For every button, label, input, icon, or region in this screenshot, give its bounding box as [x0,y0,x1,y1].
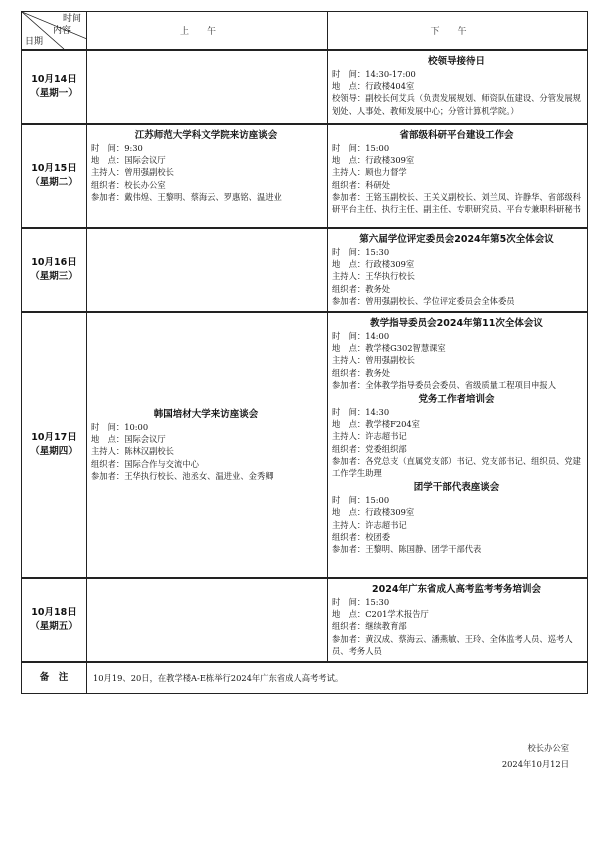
event-line: 时 间：10:00 [91,422,149,432]
event-line: 时 间：14:30-17:00 [332,69,416,79]
event-line: 时 间：14:00 [332,331,390,342]
issuer: 校长办公室 [527,743,569,753]
cell-content [87,404,327,486]
event-line: 参加者：全体教学指导委员会委员、省级质量工程项目申报人 [332,379,557,390]
cell-content [87,229,327,235]
event-line: 时 间：15:30 [332,597,390,608]
event-line: 主持人：许志超书记 [332,431,407,442]
event-line: 时 间：9:30 [91,143,143,153]
event [332,481,581,555]
day-row [22,228,588,312]
day-cell [22,124,87,228]
am-cell [87,124,328,228]
event-line: 组织者：教务处 [332,367,391,378]
event-line: 参加者：各党总支（直属党支部）书记、党支部书记、组织员、党建工作学生助理 [332,455,581,479]
day-weekday: （星期一） [30,88,78,99]
event-line: 主持人：曾用强副校长 [332,355,415,366]
event-line: 地 点：C201学术报告厅 [332,609,429,620]
event [332,55,581,117]
day-cell [22,50,87,124]
day-date: 10月18日 [31,607,77,619]
event-title: 教学指导委员会2024年第11次全体会议 [370,318,543,330]
event-line: 地 点：国际会议厅 [91,434,166,445]
day-date: 10月17日 [31,432,77,444]
header-pm: 下午 [328,12,588,51]
event-line: 参加者：王黎明、陈国静、团学干部代表 [332,544,482,555]
event-line: 地 点：教学楼F204室 [332,419,420,430]
event [332,317,581,391]
event-title: 省部级科研平台建设工作会 [399,130,514,141]
am-cell [87,578,328,662]
day-date: 10月14日 [31,74,77,85]
event-title: 第六届学位评定委员会2024年第5次全体会议 [359,234,554,245]
event-title: 校领导接待日 [427,56,485,67]
event-line: 组织者：校团委 [332,531,391,542]
day-row [22,578,588,662]
event-line: 参加者：王华执行校长、池丞女、温进业、金秀卿 [91,470,274,481]
am-cell [87,312,328,578]
event-line: 组织者：校长办公室 [91,179,166,190]
pm-cell [328,578,588,662]
event-line: 时 间：15:30 [332,247,390,257]
schedule-table [21,11,588,694]
cell-content [328,313,587,559]
event-title: 江苏师范大学科文学院来访座谈会 [134,130,278,141]
day-weekday: （星期二） [30,177,78,188]
event-line: 地 点：行政楼404室 [332,81,415,92]
cell-content [87,125,327,207]
event [332,393,581,479]
day-weekday: （星期四） [30,446,78,458]
event-line: 组织者：科研处 [332,179,391,190]
am-cell [87,228,328,312]
event-title: 韩国培材大学来访座谈会 [153,409,259,420]
day-row [22,124,588,228]
event-line: 组织者：党委组织部 [332,443,407,454]
event [332,129,581,215]
event-line: 地 点：国际会议厅 [91,155,166,166]
event-line: 时 间：14:30 [332,407,390,418]
event-line: 校领导：副校长何艾兵（负责发展规划、师资队伍建设、分管发展规划处、人事处、教师发展中心；分管计算机学院。） [332,93,581,116]
event-line: 参加者：戴伟煌、王黎明、蔡海云、罗惠铭、温进业 [91,191,282,202]
header-content-label: 内容 [53,26,72,36]
event-line: 参加者：王铭玉副校长、王关义副校长、刘兰凤、许静华、省部级科研平台主任、执行主任、副主任、专职研究员、平台专兼职科研秘书 [332,191,581,215]
event [332,583,581,657]
day-cell [22,228,87,312]
event-line: 参加者：黄汉成、蔡海云、潘燕敏、王玲、全体监考人员、巡考人员、考务人员 [332,633,573,656]
day-weekday: （星期五） [30,621,78,633]
event-line: 主持人：陈林汉副校长 [91,446,174,457]
cell-content [328,229,587,311]
day-row [22,50,588,124]
event [332,233,581,307]
event-line: 参加者：曾用强副校长、学位评定委员会全体委员 [332,295,515,306]
cell-content [87,579,327,585]
event-line: 组织者：国际合作与交流中心 [91,458,199,469]
day-cell [22,312,87,578]
header-date-label: 日期 [25,37,44,47]
day-date: 10月15日 [31,163,77,174]
header-row [22,12,588,51]
pm-cell [328,228,588,312]
day-weekday: （星期三） [30,271,78,282]
event-line: 组织者：教务处 [332,283,391,294]
diagonal-header-cell [22,12,87,51]
day-cell [22,578,87,662]
event-title: 党务工作者培训会 [418,394,495,406]
event-line: 组织者：继续教育部 [332,621,407,632]
event-line: 主持人：许志超书记 [332,519,407,530]
pm-cell [328,50,588,124]
event-line: 主持人：顾也力督学 [332,167,407,178]
cell-content [328,51,587,121]
remark-label: 备 注 [22,662,87,693]
event-line: 地 点：行政楼309室 [332,155,415,166]
day-row [22,312,588,578]
event [91,408,321,482]
pm-cell [328,312,588,578]
event-line: 地 点：教学楼G302智慧课室 [332,343,446,354]
day-date: 10月16日 [31,257,77,268]
pm-cell [328,124,588,228]
cell-content [328,125,587,219]
event-line: 地 点：行政楼309室 [332,259,415,270]
remark-row [22,662,588,693]
am-cell [87,50,328,124]
issue-date: 2024年10月12日 [501,759,569,769]
header-am: 上午 [87,12,328,51]
cell-content [87,51,327,57]
event [91,129,321,203]
event-line: 时 间：15:00 [332,495,390,506]
remark-text: 10月19、20日，在教学楼A-E栋举行2024年广东省成人高考考试。 [87,662,588,693]
event-line: 主持人：曾用强副校长 [91,167,174,178]
event-title: 2024年广东省成人高考监考考务培训会 [372,584,541,596]
event-line: 地 点：行政楼309室 [332,507,415,518]
event-line: 主持人：王华执行校长 [332,271,415,282]
event-line: 时 间：15:00 [332,143,390,153]
header-time-label: 时间 [63,14,82,24]
event-title: 团学干部代表座谈会 [413,482,500,494]
cell-content [328,579,587,661]
